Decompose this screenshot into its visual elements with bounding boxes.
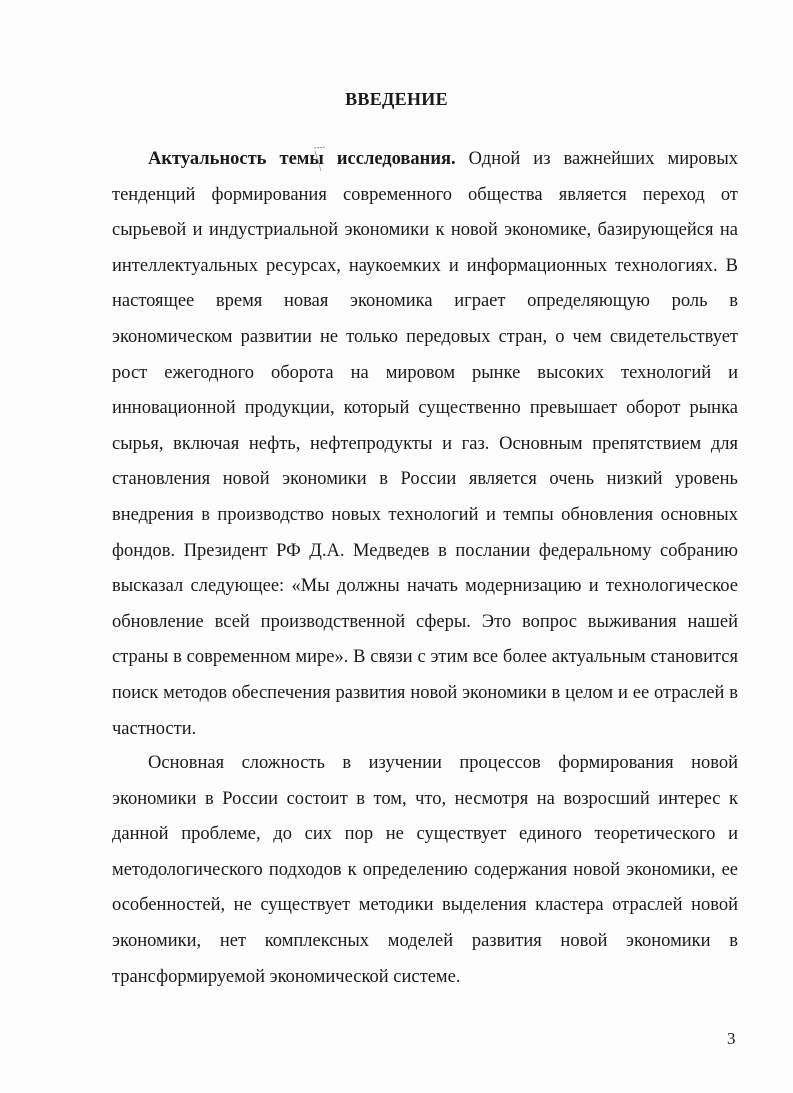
paragraph-2-text: Основная сложность в изучении процессов формирования новой экономики в России состоит в том, что, несмотря на возросший интерес к данной проблеме, до сих пор не существует единого теоретического и методологического подходов к определению содержания новой экономики, ее особенностей, не существует методики выделения кластера отраслей новой экономики, нет комплексных моделей развития новой экономики в трансформируемой экономической системе. <box>112 753 738 987</box>
paragraph-relevance <box>112 142 738 747</box>
page-number: 3 <box>727 1029 736 1048</box>
paragraph-1-lead: Актуальность темы исследования. <box>148 149 456 169</box>
paragraph-complexity <box>112 746 738 995</box>
paragraph-1-text <box>112 142 738 747</box>
page-title: ВВЕДЕНИЕ <box>345 89 448 109</box>
paragraph-1-body: Одной из важнейших мировых тенденций формирования современного общества является переход от сырьевой и индустриальной экономики к новой экономике, базирующейся на интеллектуальных ресурсах, наукоемких и информационных технологиях. В настоящее время новая экономика играет определяющую роль в экономическом развитии не только передовых стран, о чем свидетельствует рост ежегодного оборота на мировом рынке высоких технологий и инновационной продукции, который существенно превышает оборот рынка сырья, включая нефть, нефтепродукты и газ. Основным препятствием для становления новой экономики в России является очень низкий уровень внедрения в производство новых технологий и темпы обновления основных фондов. Президент РФ Д.А. Медведев в послании федеральному собранию высказал следующее: «Мы должны начать модернизацию и технологическое обновление всей производственной сферы. Это вопрос выживания нашей страны в современном мире». В связи с этим все более актуальным становится поиск методов обеспечения развития новой экономики в целом и ее отраслей в частности. <box>112 149 739 739</box>
